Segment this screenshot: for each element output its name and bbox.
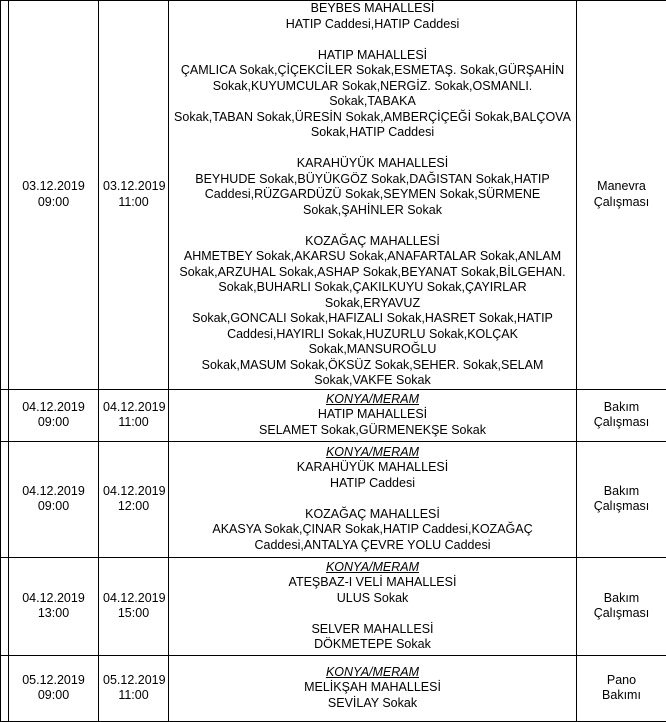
street-line: Caddesi,ANTALYA ÇEVRE YOLU Caddesi xyxy=(173,538,572,554)
neighborhood-group xyxy=(173,407,572,438)
neighborhood-group xyxy=(173,48,572,141)
end-date: 04.12.2019 xyxy=(103,400,164,416)
start-time: 09:00 xyxy=(13,688,94,704)
neighborhood-title: KARAHÜYÜK MAHALLESİ xyxy=(173,156,572,172)
neighborhood-title: MELİKŞAH MAHALLESİ xyxy=(173,680,572,696)
neighborhood-title: BEYBES MAHALLESİ xyxy=(173,1,572,17)
neighborhood-group xyxy=(173,460,572,491)
neighborhood-group xyxy=(173,234,572,389)
street-line: BEYHUDE Sokak,BÜYÜKGÖZ Sokak,DAĞISTAN Sokak,HATIP xyxy=(173,172,572,188)
street-line: Sokak,GONCALI Sokak,HAFIZALI Sokak,HASRET Sokak,HATIP xyxy=(173,311,572,327)
street-line: SEVİLAY Sokak xyxy=(173,696,572,712)
end-date: 05.12.2019 xyxy=(103,673,164,689)
start-cell xyxy=(9,655,99,721)
street-line: Sokak,TABAN Sokak,ÜRESİN Sokak,AMBERÇİÇEĞİ Sokak,BALÇOVA xyxy=(173,110,572,126)
start-date: 04.12.2019 xyxy=(13,591,94,607)
end-date: 03.12.2019 xyxy=(103,179,164,195)
reason-line: Bakım xyxy=(581,484,662,500)
location-label: KONYA/MERAM xyxy=(173,560,572,576)
schedule-body xyxy=(1,1,666,722)
group-spacer xyxy=(173,32,572,48)
reason-line: Çalışması xyxy=(581,606,662,622)
reason-line: Çalışması xyxy=(581,415,662,431)
start-time: 09:00 xyxy=(13,195,94,211)
schedule-row xyxy=(1,1,666,390)
street-line: Sokak,MASUM Sokak,ÖKSÜZ Sokak,SEHER. Sokak,SELAM xyxy=(173,358,572,374)
neighborhood-group xyxy=(173,507,572,554)
street-line: SELAMET Sokak,GÜRMENEKŞE Sokak xyxy=(173,423,572,439)
start-time: 09:00 xyxy=(13,499,94,515)
street-line: AHMETBEY Sokak,AKARSU Sokak,ANAFARTALAR Sokak,ANLAM xyxy=(173,249,572,265)
street-line: Caddesi,RÜZGARDÜZÜ Sokak,SEYMEN Sokak,SÜRMENE xyxy=(173,187,572,203)
neighborhood-title: KARAHÜYÜK MAHALLESİ xyxy=(173,460,572,476)
end-date: 04.12.2019 xyxy=(103,591,164,607)
reason-line: Bakım xyxy=(581,400,662,416)
row-margin-cell xyxy=(1,389,9,441)
reason-cell xyxy=(577,557,666,655)
area-cell xyxy=(169,1,577,390)
neighborhood-title: HATIP MAHALLESİ xyxy=(173,48,572,64)
group-spacer xyxy=(173,141,572,157)
area-cell xyxy=(169,441,577,557)
reason-cell xyxy=(577,655,666,721)
schedule-row xyxy=(1,389,666,441)
end-time: 15:00 xyxy=(103,606,164,622)
reason-line: Manevra xyxy=(581,179,662,195)
reason-line: Çalışması xyxy=(581,195,662,211)
neighborhood-title: HATIP MAHALLESİ xyxy=(173,407,572,423)
reason-line: Çalışması xyxy=(581,499,662,515)
end-cell xyxy=(99,1,169,390)
end-time: 11:00 xyxy=(103,415,164,431)
neighborhood-group xyxy=(173,575,572,606)
end-time: 12:00 xyxy=(103,499,164,515)
area-cell xyxy=(169,389,577,441)
start-cell xyxy=(9,389,99,441)
row-margin-cell xyxy=(1,557,9,655)
neighborhood-group xyxy=(173,622,572,653)
location-label: KONYA/MERAM xyxy=(173,445,572,461)
group-spacer xyxy=(173,218,572,234)
street-line: ULUS Sokak xyxy=(173,591,572,607)
street-line: ÇAMLICA Sokak,ÇİÇEKCİLER Sokak,ESMETAŞ. Sokak,GÜRŞAHİN xyxy=(173,63,572,79)
street-line: HATIP Caddesi,HATIP Caddesi xyxy=(173,17,572,33)
start-date: 05.12.2019 xyxy=(13,673,94,689)
row-margin-cell xyxy=(1,441,9,557)
street-line: DÖKMETEPE Sokak xyxy=(173,637,572,653)
row-margin-cell xyxy=(1,1,9,390)
row-margin-cell xyxy=(1,655,9,721)
street-line: Sokak,BUHARLI Sokak,ÇAKILKUYU Sokak,ÇAYIRLAR Sokak,ERYAVUZ xyxy=(173,280,572,311)
end-date: 04.12.2019 xyxy=(103,484,164,500)
neighborhood-title: KOZAĞAÇ MAHALLESİ xyxy=(173,234,572,250)
schedule-row xyxy=(1,441,666,557)
area-cell xyxy=(169,655,577,721)
street-line: Sokak,ARZUHAL Sokak,ASHAP Sokak,BEYANAT Sokak,BİLGEHAN. xyxy=(173,265,572,281)
end-cell xyxy=(99,389,169,441)
group-spacer xyxy=(173,491,572,507)
schedule-row xyxy=(1,655,666,721)
street-line: HATIP Caddesi xyxy=(173,476,572,492)
end-time: 11:00 xyxy=(103,195,164,211)
start-date: 04.12.2019 xyxy=(13,484,94,500)
start-time: 13:00 xyxy=(13,606,94,622)
neighborhood-group xyxy=(173,156,572,218)
start-date: 03.12.2019 xyxy=(13,179,94,195)
area-cell xyxy=(169,557,577,655)
start-time: 09:00 xyxy=(13,415,94,431)
street-line: Sokak,VAKFE Sokak xyxy=(173,373,572,389)
neighborhood-title: KOZAĞAÇ MAHALLESİ xyxy=(173,507,572,523)
street-line: Sokak,HATIP Caddesi xyxy=(173,125,572,141)
reason-cell xyxy=(577,389,666,441)
reason-cell xyxy=(577,1,666,390)
street-line: Caddesi,HAYIRLI Sokak,HUZURLU Sokak,KOLÇAK Sokak,MANSUROĞLU xyxy=(173,327,572,358)
start-cell xyxy=(9,557,99,655)
neighborhood-title: ATEŞBAZ-I VELİ MAHALLESİ xyxy=(173,575,572,591)
reason-line: Pano xyxy=(581,673,662,689)
end-time: 11:00 xyxy=(103,688,164,704)
street-line: Sokak,ŞAHİNLER Sokak xyxy=(173,203,572,219)
neighborhood-title: SELVER MAHALLESİ xyxy=(173,622,572,638)
location-label: KONYA/MERAM xyxy=(173,665,572,681)
start-cell xyxy=(9,1,99,390)
group-spacer xyxy=(173,606,572,622)
end-cell xyxy=(99,557,169,655)
start-date: 04.12.2019 xyxy=(13,400,94,416)
neighborhood-group xyxy=(173,1,572,32)
street-line: Sokak,KUYUMCULAR Sokak,NERGİZ. Sokak,OSMANLI. Sokak,TABAKA xyxy=(173,79,572,110)
reason-line: Bakım xyxy=(581,591,662,607)
location-label: KONYA/MERAM xyxy=(173,392,572,408)
end-cell xyxy=(99,441,169,557)
schedule-row xyxy=(1,557,666,655)
street-line: AKASYA Sokak,ÇINAR Sokak,HATIP Caddesi,KOZAĞAÇ xyxy=(173,522,572,538)
start-cell xyxy=(9,441,99,557)
reason-cell xyxy=(577,441,666,557)
end-cell xyxy=(99,655,169,721)
reason-line: Bakımı xyxy=(581,688,662,704)
